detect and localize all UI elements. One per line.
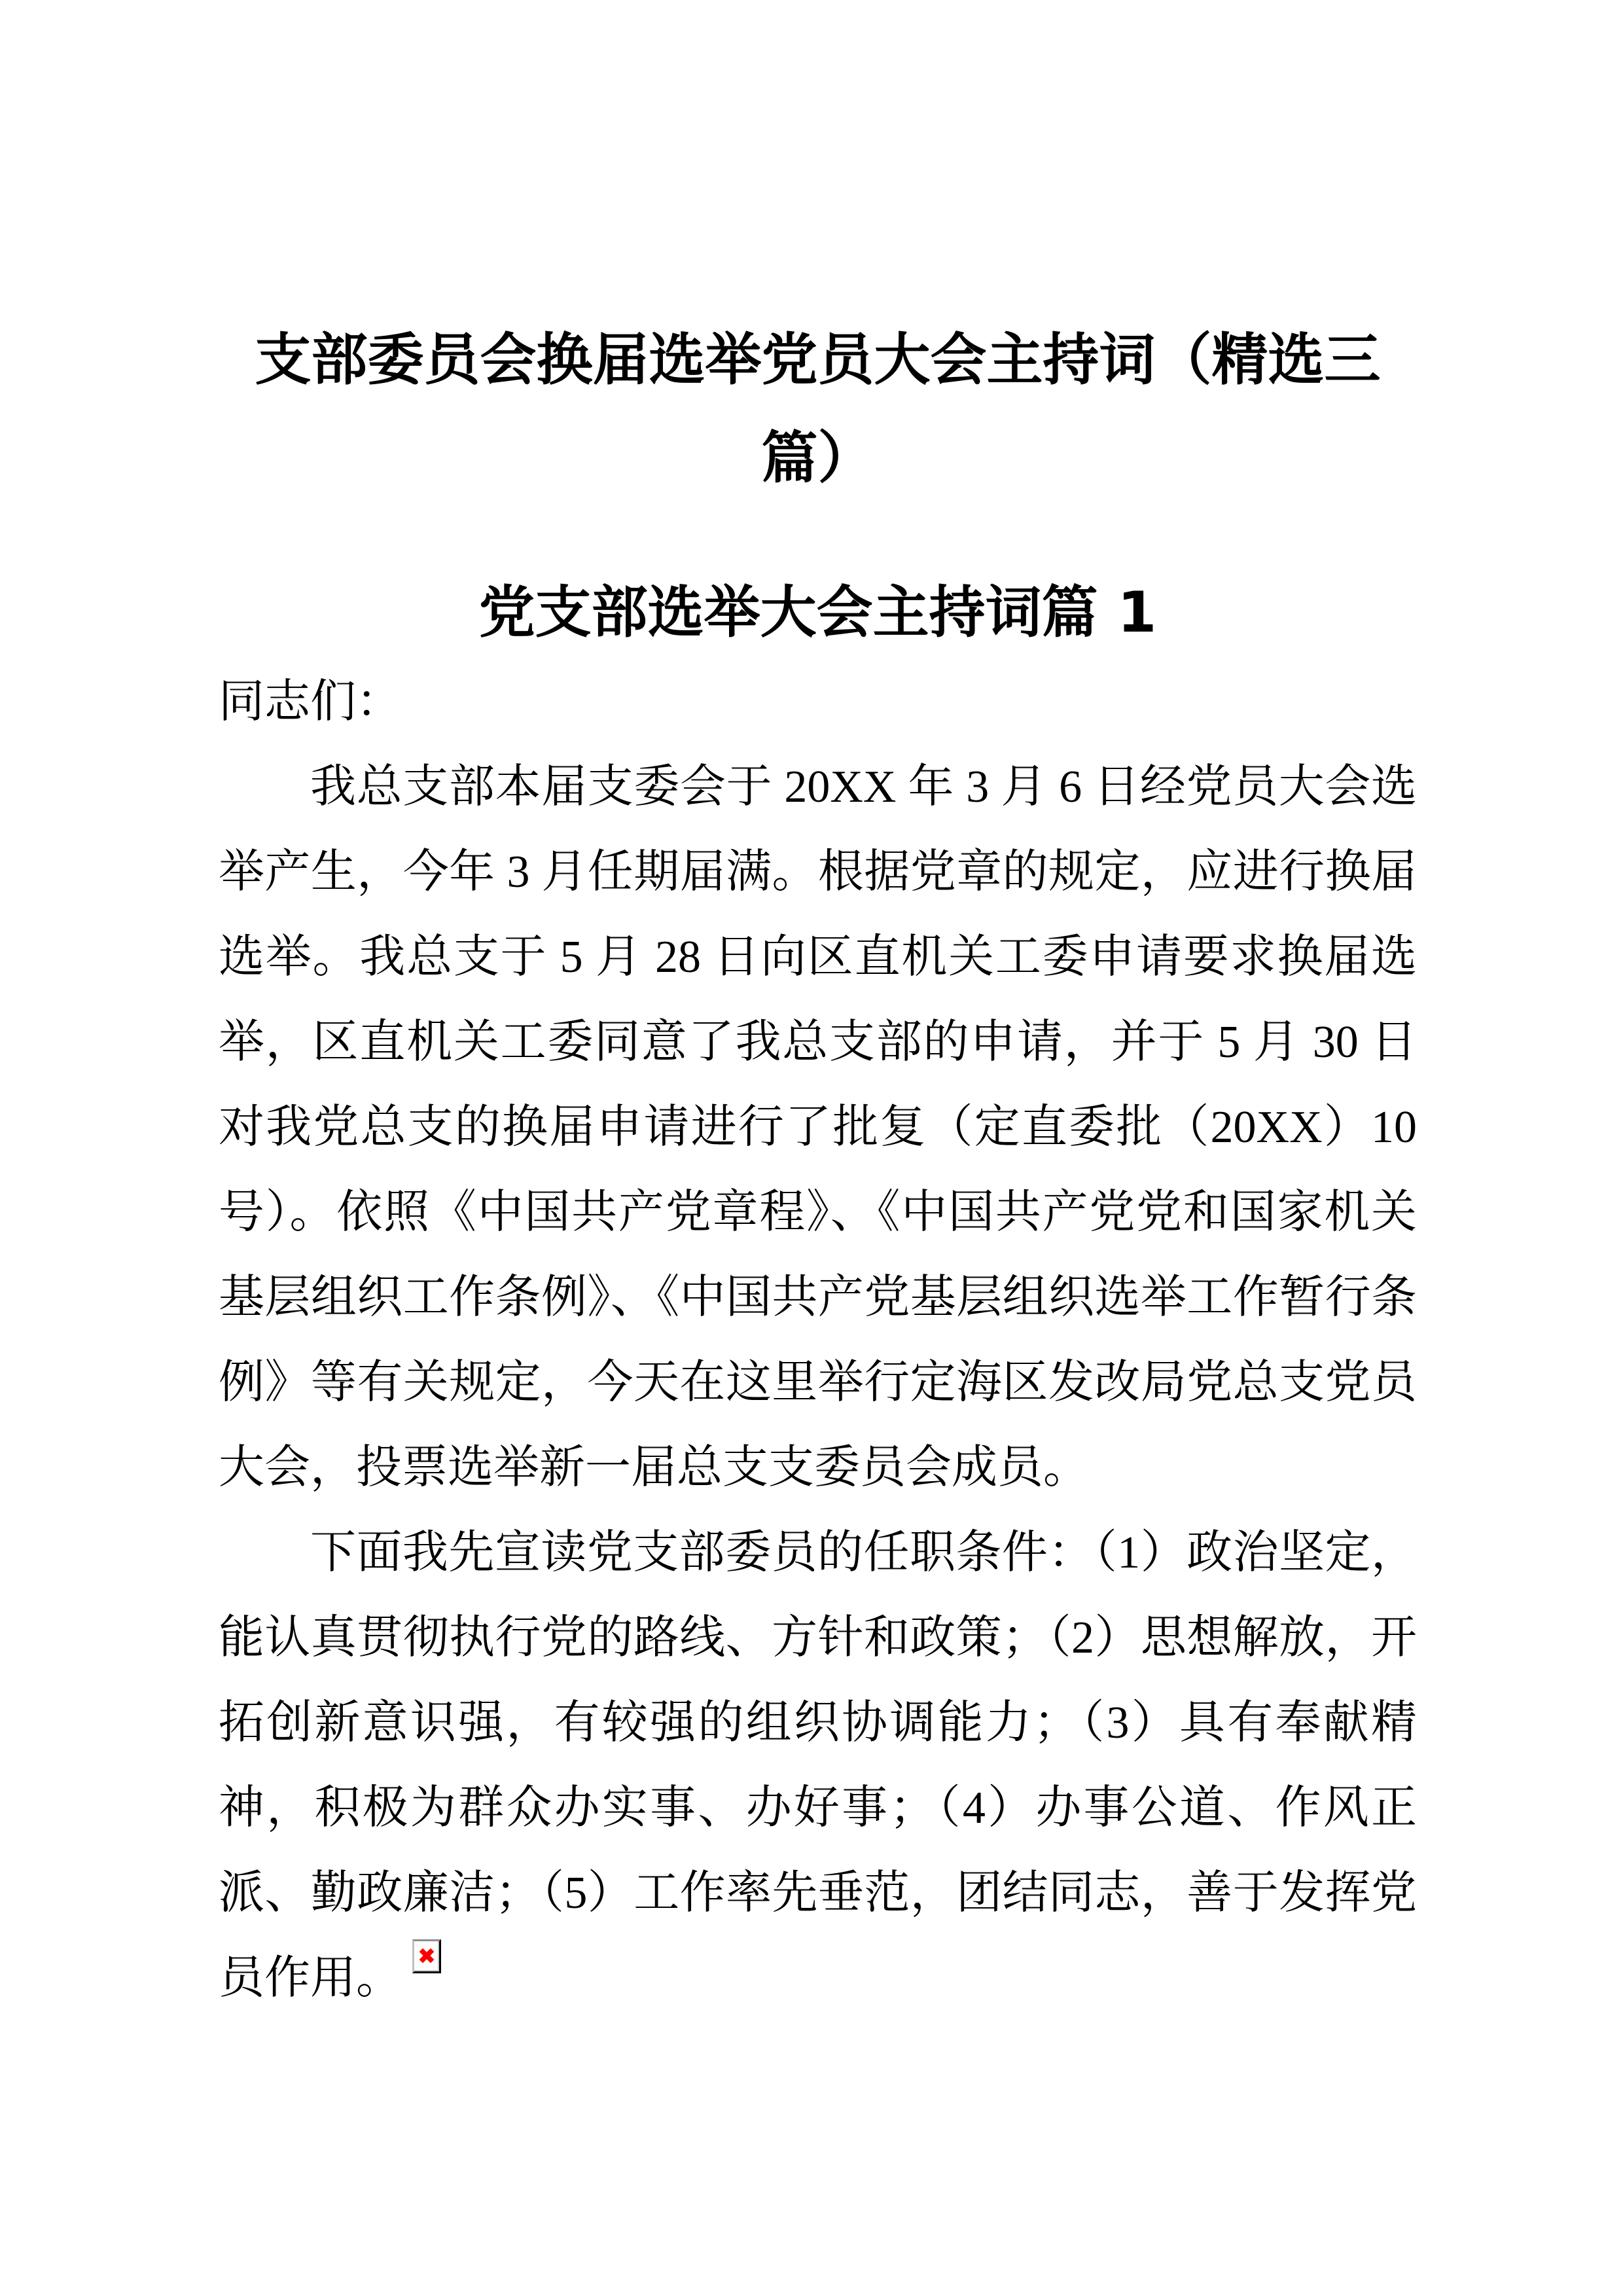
document-body (219, 660, 1417, 2021)
broken-image-placeholder-icon[interactable] (412, 1939, 441, 1973)
section-heading: 党支部选举大会主持词篇 1 (478, 580, 1157, 645)
document-title: 支部委员会换届选举党员大会主持词（精选三篇） (255, 327, 1381, 491)
paragraph-2-text: 下面我先宣读党支部委员的任职条件：（1）政治坚定，能认真贯彻执行党的路线、方针和政策；（2）思想解放，开拓创新意识强，有较强的组织协调能力；（3）具有奉献精神，积极为群众办实事、办好事；（4）办事公道、作风正派、勤政廉洁；（5）工作率先垂范，团结同志，善于发挥党员作用。 (219, 1528, 1417, 2003)
salutation: 同志们： (219, 677, 402, 727)
broken-image-x-icon (418, 1947, 435, 1964)
paragraph-2 (219, 1511, 1417, 2021)
paragraph-1: 我总支部本届支委会于 20XX 年 3 月 6 日经党员大会选举产生，今年 3 月任期届满。根据党章的规定，应进行换届选举。我总支于 5 月 28 日向区直机关工委申请要求换届选举，区直机关工委同意了我总支部的申请，并于 5 月 30 日对我党总支的换届申请进行了批复（定直委批（20XX）10 号）。依照《中国共产党章程》、《中国共产党党和国家机关基层组织工作条例》、《中国共产党基层组织选举工作暂行条例》等有关规定，今天在这里举行定海区发改局党总支党员大会，投票选举新一届总支支委员会成员。 (219, 762, 1417, 1493)
